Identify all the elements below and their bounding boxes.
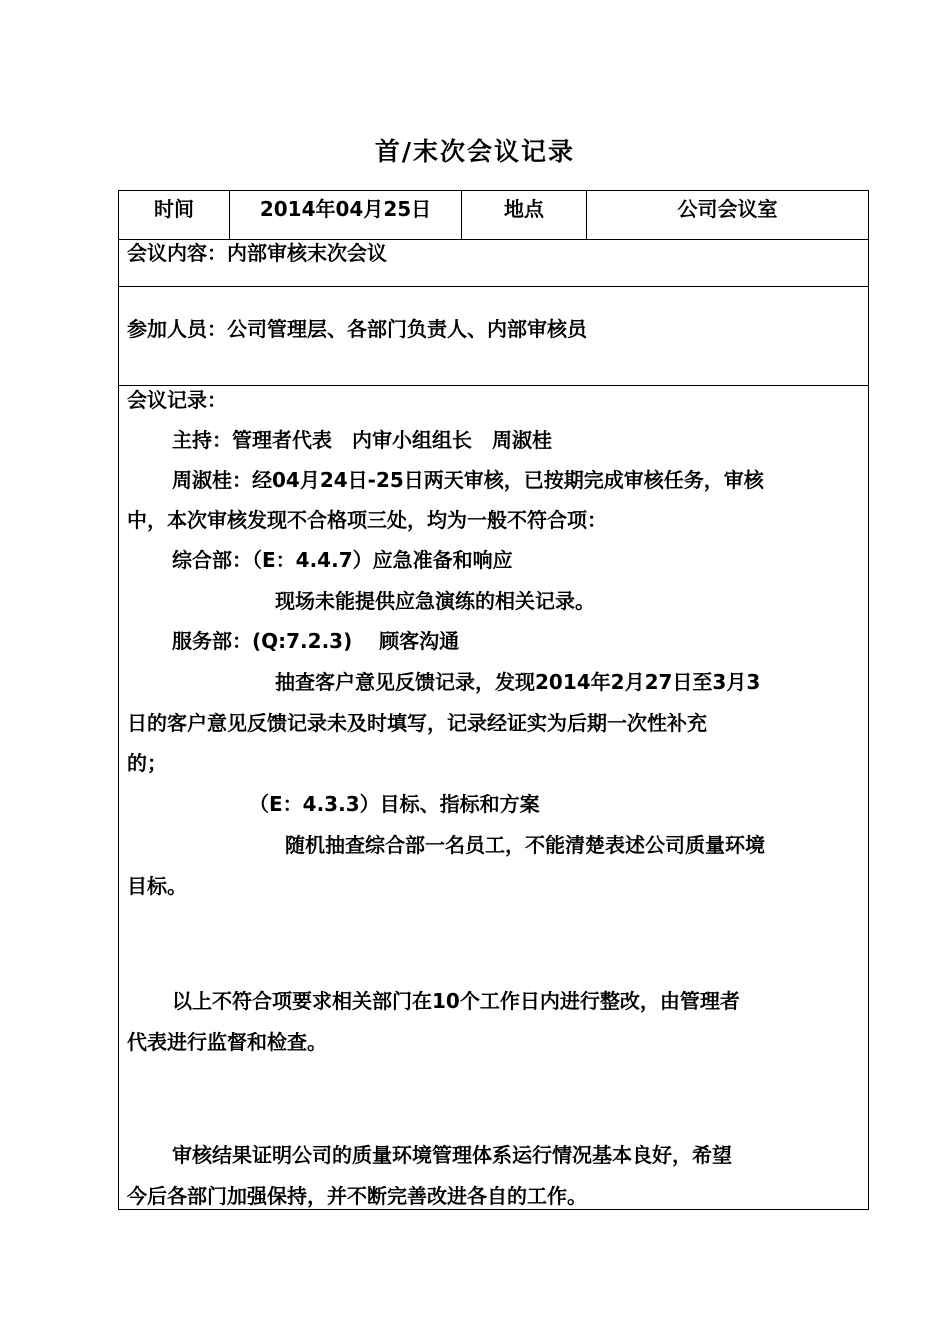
- time-label: 时间: [154, 197, 194, 221]
- rectify-line: 代表进行监督和检查。: [127, 1030, 327, 1054]
- item-detail: 的；: [127, 751, 167, 775]
- item-detail: 抽查客户意见反馈记录，发现2014年2月27日至3月3: [275, 670, 761, 694]
- item-detail: 目标。: [127, 874, 187, 898]
- record-host: 主持：管理者代表 内审小组组长 周淑桂: [172, 428, 552, 452]
- conclusion-line: 今后各部门加强保持，并不断完善改进各自的工作。: [127, 1184, 587, 1208]
- meeting-record-table: [118, 190, 869, 1210]
- row-divider: [119, 286, 868, 287]
- page-title: 首/末次会议记录: [374, 137, 576, 166]
- meeting-content: 会议内容：内部审核末次会议: [127, 241, 387, 265]
- item-header: 综合部：（E：4.4.7）应急准备和响应: [172, 548, 513, 572]
- item-detail: 随机抽查综合部一名员工，不能清楚表述公司质量环境: [285, 833, 765, 857]
- record-intro-line: 中，本次审核发现不合格项三处，均为一般不符合项：: [127, 508, 607, 532]
- place-label: 地点: [504, 197, 544, 221]
- conclusion-line: 审核结果证明公司的质量环境管理体系运行情况基本良好，希望: [172, 1143, 732, 1167]
- item-detail: 现场未能提供应急演练的相关记录。: [275, 589, 595, 613]
- item-header: 服务部：(Q:7.2.3) 顾客沟通: [172, 629, 460, 653]
- record-intro-line: 周淑桂：经04月24日-25日两天审核，已按期完成审核任务，审核: [172, 468, 764, 492]
- item-detail: 日的客户意见反馈记录未及时填写，记录经证实为后期一次性补充: [127, 711, 707, 735]
- rectify-line: 以上不符合项要求相关部门在10个工作日内进行整改，由管理者: [172, 989, 740, 1013]
- row-divider: [119, 385, 868, 386]
- time-value: 2014年04月25日: [259, 197, 432, 221]
- place-value: 公司会议室: [677, 197, 778, 221]
- record-heading: 会议记录：: [127, 388, 227, 412]
- item-header: （E：4.3.3）目标、指标和方案: [249, 792, 540, 816]
- attendees: 参加人员：公司管理层、各部门负责人、内部审核员: [127, 317, 587, 341]
